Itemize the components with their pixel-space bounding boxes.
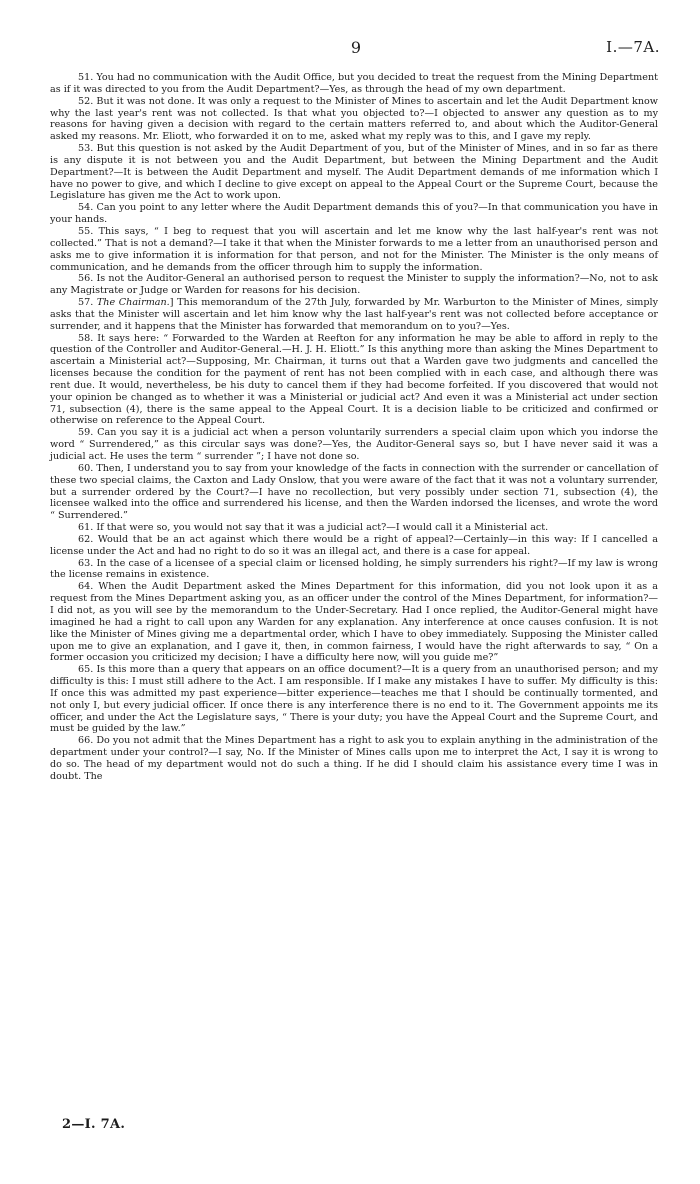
question-number: 60. xyxy=(78,462,94,474)
paragraph-text: Do you not admit that the Mines Department has a right to ask you to explain anything in the administration of the department under your control?—I say, No. If the Minister of Mines calls upon me to interpret the Act, I say it is wrong to do so. The head of my department would not do such a thing. If he did I should claim his assistance every time I was in doubt. The xyxy=(50,735,658,782)
question-answer-paragraph xyxy=(50,534,658,558)
question-answer-paragraph xyxy=(50,226,658,273)
paragraph-text: Is not the Auditor-General an authorised person to request the Minister to supply the information?—No, not to ask any Magistrate or Judge or Warden for reasons for his decision. xyxy=(50,273,658,297)
paragraph-text: This says, “ I beg to request that you will ascertain and let me know why the last half-year's rent was not collected.” That is not a demand?—I take it that when the Minister forwards to me a letter from an unauthorised person and asks me to give information it is information for that person, and not for the Minister. The Minister is the only means of communication, and he demands from the officer through him to supply the information. xyxy=(50,225,658,273)
question-number: 64. xyxy=(78,581,94,593)
question-number: 54. xyxy=(78,202,94,214)
testimony-body xyxy=(50,72,658,783)
page-header xyxy=(52,38,660,60)
question-number: 63. xyxy=(78,557,94,569)
paragraph-text: If that were so, you would not say that it was a judicial act?—I would call it a Ministerial act. xyxy=(96,522,549,534)
question-answer-paragraph xyxy=(50,333,658,428)
question-number: 57. xyxy=(78,297,94,309)
question-answer-paragraph xyxy=(50,273,658,297)
question-answer-paragraph xyxy=(50,143,658,202)
paragraph-text: But this question is not asked by the Audit Department of you, but of the Minister of Mines, and in so far as there is any dispute it is not between you and the Audit Department, but between the Mining Department and the Audit Department?—It is between the Audit Department and myself. The Audit Department demands of me information which I have no power to give, and which I decline to give except on appeal to the Appeal Court or the Supreme Court, because the Legislature has given me the Act to work upon. xyxy=(50,143,658,202)
page-number: 9 xyxy=(350,38,362,57)
question-number: 58. xyxy=(78,332,94,344)
question-number: 66. xyxy=(78,735,94,747)
question-number: 53. xyxy=(78,143,94,155)
paragraph-text: You had no communication with the Audit Office, but you decided to treat the request from the Mining Department as if it was directed to you from the Audit Department?—Yes, as through the head of my own department. xyxy=(50,72,658,95)
question-answer-paragraph xyxy=(50,463,658,522)
paragraph-text: It says here: “ Forwarded to the Warden at Reefton for any information he may be able to afford in reply to the question of the Controller and Auditor-General.—H. J. H. Eliott.” Is this anything more than asking the Mines Department to ascertain a Ministerial act?—Supposing, Mr. Chairman, it turns out that a Warden gave two judgments and cancelled the licenses because the condition for the payment of rent has not been complied with in each case, and although there was rent due. It would, nevertheless, be his duty to cancel them if they had become forfeited. If you discovered that would not your opinion be changed as to whether it was a Ministerial or judicial act? And even it was a Ministerial act under section 71, subsection (4), there is the same appeal to the Appeal Court. It is a decision liable to be criticized and confirmed or otherwise on reference to the Appeal Court. xyxy=(50,332,658,427)
question-answer-paragraph xyxy=(50,72,658,96)
question-answer-paragraph xyxy=(50,735,658,782)
paragraph-text: In the case of a licensee of a special claim or licensed holding, he simply surrenders his right?—If my law is wrong the license remains in existence. xyxy=(50,557,658,581)
paragraph-text: Then, I understand you to say from your knowledge of the facts in connection with the surrender or cancellation of these two special claims, the Caxton and Lady Onslow, that you were aware of the fact that it was not a voluntary surrender, but a surrender ordered by the Court?—I have no recollection, but very possibly under section 71, subsection (4), the licensee walked into the office and surrendered his license, and then the Warden indorsed the licenses, and wrote the word “ Surrendered.” xyxy=(50,462,658,522)
question-number: 65. xyxy=(78,664,94,676)
paragraph-text: But it was not done. It was only a request to the Minister of Mines to ascertain and let the Audit Department know why the last year's rent was not collected. Is that what you objected to?—I objected to answer any question as to my reasons for having given a decision with regard to the certain matters referred to, and about which the Auditor-General asked my reasons. Mr. Eliott, who forwarded it on to me, asked what my reply was to this, and I gave my reply. xyxy=(50,95,658,143)
question-number: 55. xyxy=(78,225,94,237)
question-answer-paragraph xyxy=(50,202,658,226)
question-answer-paragraph xyxy=(50,297,658,333)
question-answer-paragraph xyxy=(50,96,658,143)
paragraph-text: Would that be an act against which there would be a right of appeal?—Certainly—in this way: If I cancelled a license under the Act and had no right to do so it was an illegal act, and there is a case for appeal. xyxy=(50,533,658,557)
question-number: 52. xyxy=(78,95,94,107)
question-number: 62. xyxy=(78,533,94,545)
question-number: 61. xyxy=(78,522,94,534)
question-number: 59. xyxy=(78,427,94,439)
paragraph-text: Can you point to any letter where the Audit Department demands this of you?—In that communication you have in your hands. xyxy=(50,202,658,226)
question-answer-paragraph xyxy=(50,664,658,735)
paragraph-text: Is this more than a query that appears on an office document?—It is a query from an unauthorised person; and my difficulty is this: I must still adhere to the Act. I am responsible. If I make any mistakes I have to suffer. My difficulty is this: If once this was admitted my past experience—bitter experience—teaches me that I should be continually tormented, and not only I, but every judicial officer. If once there is any interference there is no end to it. The Government appoints me its officer, and under the Act the Legislature says, “ There is your duty; you have the Appeal Court and the Supreme Court, and must be guided by the law.” xyxy=(50,664,658,735)
question-answer-paragraph xyxy=(50,558,658,582)
signature-mark: 2—I. 7A. xyxy=(62,1117,126,1132)
question-answer-paragraph xyxy=(50,427,658,463)
paragraph-text: Can you say it is a judicial act when a person voluntarily surrenders a special claim upon which you indorse the word “ Surrendered,” as this circular says was done?—Yes, the Auditor-General says so, but I have never said it was a judicial act. He uses the term “ surrender ”; I have not done so. xyxy=(50,427,658,462)
question-number: 56. xyxy=(78,273,94,285)
speaker-name: The Chairman. xyxy=(96,297,170,309)
question-answer-paragraph xyxy=(50,581,658,664)
question-number: 51. xyxy=(78,72,94,83)
question-answer-paragraph xyxy=(50,522,658,534)
document-reference: I.—7A. xyxy=(606,38,660,56)
paragraph-text: ] This memorandum of the 27th July, forwarded by Mr. Warburton to the Minister of Mines, simply asks that the Minister will ascertain and let him know why the last half-year's rent was not collected before acceptance or surrender, and it happens that the Minister has forwarded that memorandum on to you?—Yes. xyxy=(50,297,658,332)
paragraph-text: When the Audit Department asked the Mines Department for this information, did you not look upon it as a request from the Mines Department asking you, as an officer under the control of the Mines Department, for information?—I did not, as you will see by the memorandum to the Under-Secretary. Had I once replied, the Auditor-General might have imagined he had a right to call upon any Warden for any explanation. Any interference at once causes confusion. It is not like the Minister of Mines giving me a departmental order, which I have to obey immediately. Supposing the Minister called upon me to give an explanation, and I gave it, then, in common fairness, I would have the right afterwards to say, “ On a former occasion you criticized my decision; I have a difficulty here now, will you guide me?” xyxy=(50,581,658,664)
